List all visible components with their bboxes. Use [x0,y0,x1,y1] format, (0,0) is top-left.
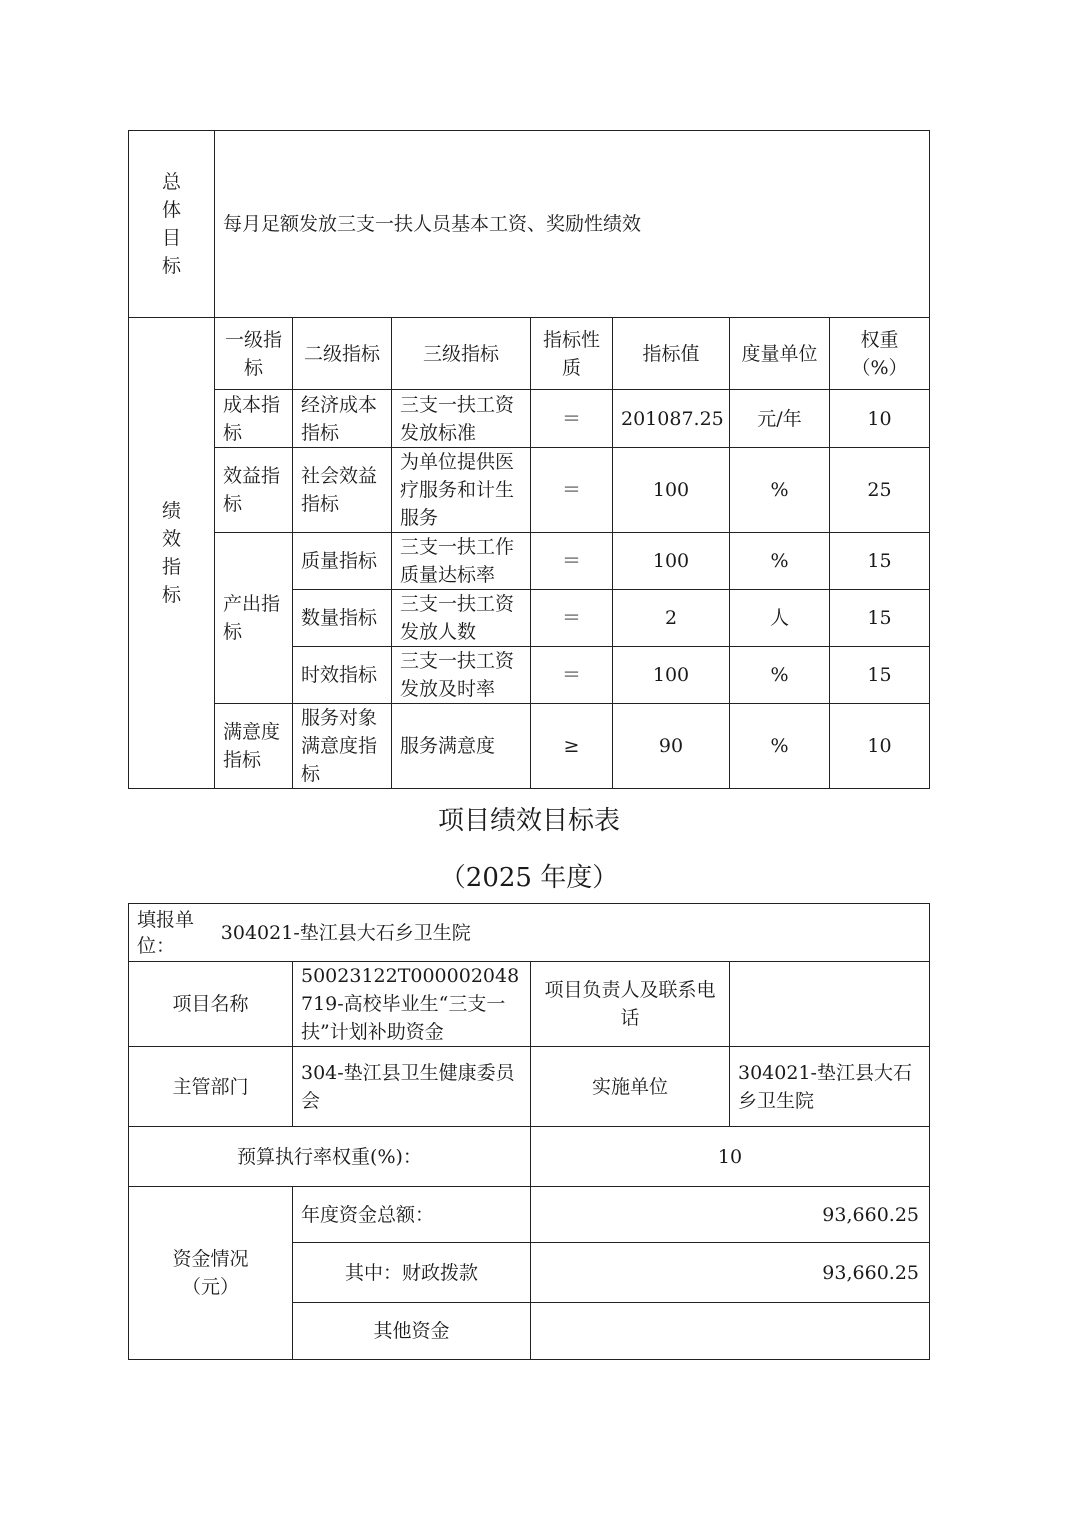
table-row [129,390,930,448]
project-info-table [128,903,930,1360]
weight-cell: 15 [830,647,930,704]
level3-cell: 为单位提供医疗服务和计生服务 [392,448,531,533]
header-unit: 度量单位 [730,318,830,390]
level3-cell: 三支一扶工资发放标准 [392,390,531,448]
impl-unit-value: 304021-垫江县大石乡卫生院 [730,1047,930,1127]
reporting-unit-row [129,904,930,962]
header-value: 指标值 [613,318,730,390]
header-level3: 三级指标 [392,318,531,390]
page-subtitle-year: （2025 年度） [439,863,619,893]
fiscal-label: 其中：财政拨款 [293,1243,531,1303]
budget-rate-value: 10 [531,1127,930,1187]
fiscal-value: 93,660.25 [531,1243,930,1303]
header-level1: 一级指标 [215,318,293,390]
table-row [129,704,930,789]
nature-cell: ≥ [531,704,613,789]
level2-cell: 时效指标 [293,647,392,704]
other-funds-value [531,1303,930,1360]
weight-cell: 15 [830,590,930,647]
unit-cell: % [730,704,830,789]
contact-label: 项目负责人及联系电话 [531,962,730,1047]
level2-cell: 质量指标 [293,533,392,590]
weight-cell: 10 [830,704,930,789]
level2-cell: 服务对象满意度指标 [293,704,392,789]
value-cell: 100 [613,448,730,533]
value-cell: 100 [613,647,730,704]
level2-cell: 数量指标 [293,590,392,647]
annual-total-label: 年度资金总额： [293,1187,531,1243]
overall-goal-label: 总体目标 [129,131,215,318]
level1-cell: 效益指标 [215,448,293,533]
level1-cell: 成本指标 [215,390,293,448]
weight-cell: 10 [830,390,930,448]
nature-cell: ＝ [531,590,613,647]
level2-cell: 社会效益指标 [293,448,392,533]
weight-cell: 15 [830,533,930,590]
level3-cell: 三支一扶工资发放人数 [392,590,531,647]
value-cell: 100 [613,533,730,590]
unit-cell: 人 [730,590,830,647]
other-funds-label: 其他资金 [293,1303,531,1360]
value-cell: 2 [613,590,730,647]
budget-rate-label: 预算执行率权重(%)： [129,1127,531,1187]
weight-cell: 25 [830,448,930,533]
unit-cell: % [730,647,830,704]
level2-cell: 经济成本指标 [293,390,392,448]
value-cell: 201087.25 [613,390,730,448]
project-name-label: 项目名称 [129,962,293,1047]
dept-label: 主管部门 [129,1047,293,1127]
nature-cell: ＝ [531,390,613,448]
project-name-value: 50023122T000002048719-高校毕业生“三支一扶”计划补助资金 [293,962,531,1047]
header-nature: 指标性质 [531,318,613,390]
nature-cell: ＝ [531,533,613,590]
overall-goal-text: 每月足额发放三支一扶人员基本工资、奖励性绩效 [215,131,930,318]
unit-cell: % [730,533,830,590]
reporting-unit-value: 304021-垫江县大石乡卫生院 [220,921,471,944]
header-level2: 二级指标 [293,318,392,390]
level1-cell: 满意度指标 [215,704,293,789]
reporting-unit-label: 填报单位： [137,908,195,957]
unit-cell: % [730,448,830,533]
unit-cell: 元/年 [730,390,830,448]
value-cell: 90 [613,704,730,789]
funds-label: 资金情况（元） [129,1187,293,1360]
level3-cell: 服务满意度 [392,704,531,789]
perf-indicator-label: 绩效指标 [129,318,215,789]
table-row [129,533,930,590]
annual-total-value: 93,660.25 [531,1187,930,1243]
header-weight: 权重（%） [830,318,930,390]
level3-cell: 三支一扶工资发放及时率 [392,647,531,704]
performance-goal-table [128,130,930,789]
nature-cell: ＝ [531,647,613,704]
level1-cell: 产出指标 [215,533,293,704]
page-title: 项目绩效目标表 [437,806,620,836]
level3-cell: 三支一扶工作质量达标率 [392,533,531,590]
table-row [129,448,930,533]
nature-cell: ＝ [531,448,613,533]
contact-value [730,962,930,1047]
dept-value: 304-垫江县卫生健康委员会 [293,1047,531,1127]
impl-unit-label: 实施单位 [531,1047,730,1127]
